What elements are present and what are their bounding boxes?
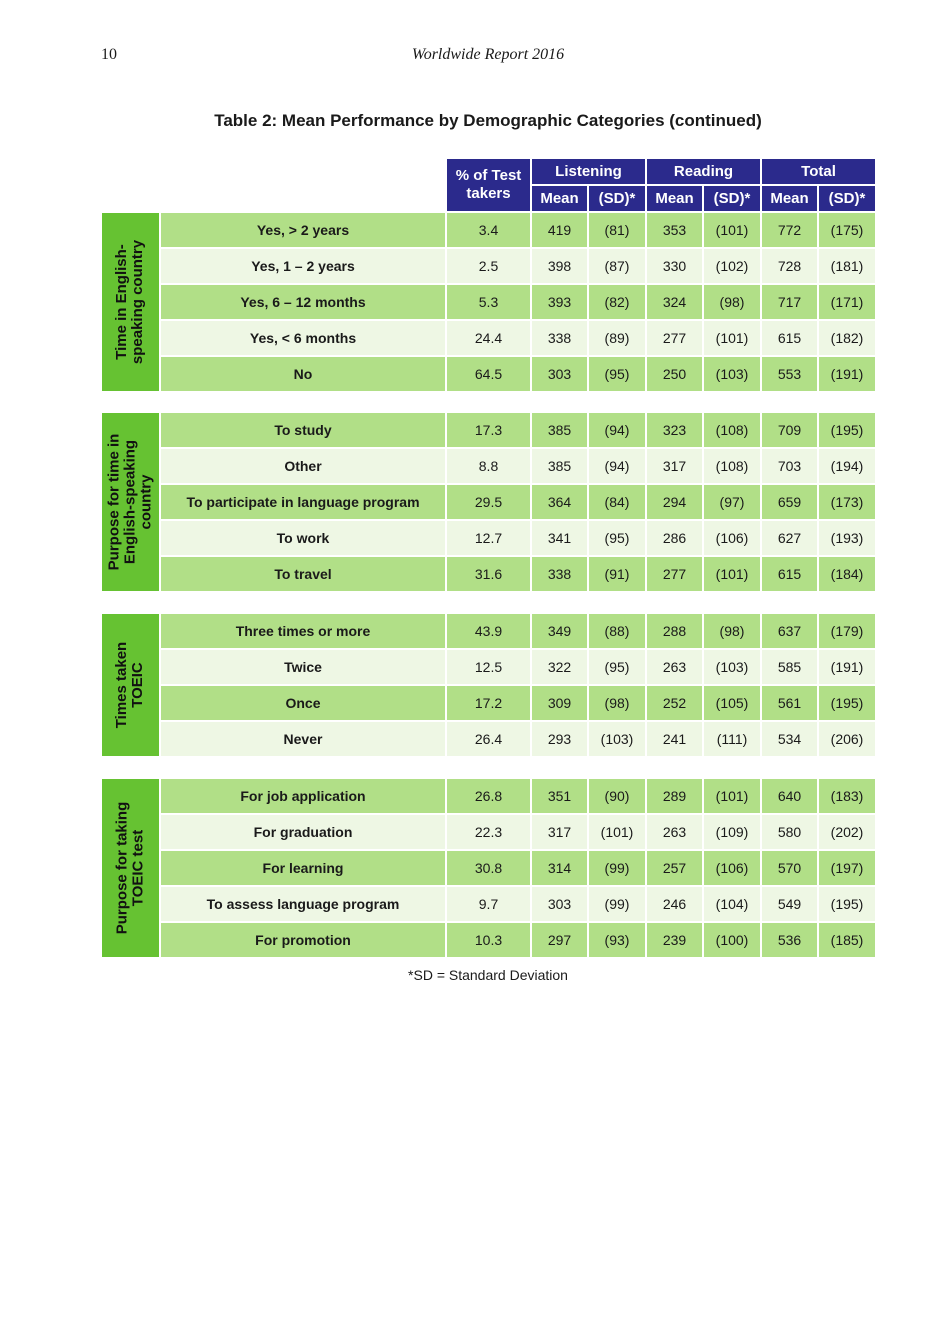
row-label: For graduation (161, 815, 445, 849)
cell-reading-mean: 317 (647, 449, 702, 483)
cell-reading-sd: (101) (704, 213, 760, 247)
cell-reading-sd: (106) (704, 521, 760, 555)
cell-reading-sd: (103) (704, 650, 760, 684)
cell-total-mean: 570 (762, 851, 817, 885)
row-label: Three times or more (161, 614, 445, 648)
cell-listening-sd: (81) (589, 213, 645, 247)
cell-total-mean: 615 (762, 557, 817, 591)
cell-total-sd: (202) (819, 815, 875, 849)
group-side-label (102, 213, 159, 391)
cell-listening-sd: (91) (589, 557, 645, 591)
page-number: 10 (101, 46, 117, 63)
table-row (161, 686, 876, 720)
cell-pct: 5.3 (447, 285, 530, 319)
cell-pct: 26.4 (447, 722, 530, 756)
cell-reading-mean: 323 (647, 413, 702, 447)
cell-total-mean: 534 (762, 722, 817, 756)
header-total: Total (762, 159, 875, 184)
cell-total-sd: (175) (819, 213, 875, 247)
table-row (161, 557, 876, 591)
cell-total-mean: 728 (762, 249, 817, 283)
cell-listening-mean: 419 (532, 213, 587, 247)
cell-reading-mean: 277 (647, 321, 702, 355)
cell-total-mean: 615 (762, 321, 817, 355)
cell-reading-sd: (103) (704, 357, 760, 391)
cell-total-mean: 659 (762, 485, 817, 519)
cell-total-mean: 580 (762, 815, 817, 849)
cell-reading-sd: (102) (704, 249, 760, 283)
cell-listening-mean: 293 (532, 722, 587, 756)
cell-total-sd: (194) (819, 449, 875, 483)
cell-listening-sd: (90) (589, 779, 645, 813)
cell-pct: 64.5 (447, 357, 530, 391)
cell-reading-sd: (104) (704, 887, 760, 921)
cell-listening-sd: (94) (589, 449, 645, 483)
cell-total-sd: (184) (819, 557, 875, 591)
cell-listening-mean: 349 (532, 614, 587, 648)
cell-total-sd: (183) (819, 779, 875, 813)
cell-total-sd: (193) (819, 521, 875, 555)
cell-total-mean: 536 (762, 923, 817, 957)
cell-total-sd: (181) (819, 249, 875, 283)
cell-reading-sd: (111) (704, 722, 760, 756)
cell-reading-mean: 241 (647, 722, 702, 756)
table-title: Table 2: Mean Performance by Demographic Categories (continued) (214, 111, 762, 130)
cell-pct: 24.4 (447, 321, 530, 355)
cell-listening-mean: 297 (532, 923, 587, 957)
cell-reading-mean: 263 (647, 815, 702, 849)
cell-reading-sd: (105) (704, 686, 760, 720)
cell-listening-sd: (87) (589, 249, 645, 283)
header-listening-mean: Mean (532, 186, 587, 211)
header-reading: Reading (647, 159, 760, 184)
cell-pct: 12.5 (447, 650, 530, 684)
cell-reading-mean: 257 (647, 851, 702, 885)
cell-reading-mean: 286 (647, 521, 702, 555)
cell-listening-sd: (103) (589, 722, 645, 756)
cell-reading-mean: 277 (647, 557, 702, 591)
cell-reading-sd: (108) (704, 449, 760, 483)
cell-reading-mean: 288 (647, 614, 702, 648)
cell-total-sd: (195) (819, 686, 875, 720)
cell-total-mean: 553 (762, 357, 817, 391)
cell-total-sd: (179) (819, 614, 875, 648)
header-listening: Listening (532, 159, 645, 184)
cell-pct: 31.6 (447, 557, 530, 591)
cell-pct: 17.3 (447, 413, 530, 447)
cell-listening-mean: 398 (532, 249, 587, 283)
table-row (161, 614, 876, 648)
cell-total-sd: (197) (819, 851, 875, 885)
row-label: To work (161, 521, 445, 555)
row-label: To participate in language program (161, 485, 445, 519)
cell-listening-sd: (98) (589, 686, 645, 720)
cell-reading-mean: 252 (647, 686, 702, 720)
row-label: Yes, > 2 years (161, 213, 445, 247)
group-side-label (102, 413, 159, 591)
cell-pct: 9.7 (447, 887, 530, 921)
cell-listening-mean: 314 (532, 851, 587, 885)
cell-listening-sd: (99) (589, 887, 645, 921)
table-row (161, 213, 876, 247)
row-label: Once (161, 686, 445, 720)
cell-pct: 30.8 (447, 851, 530, 885)
cell-reading-sd: (109) (704, 815, 760, 849)
cell-listening-mean: 341 (532, 521, 587, 555)
cell-listening-mean: 393 (532, 285, 587, 319)
cell-total-sd: (195) (819, 887, 875, 921)
cell-listening-mean: 364 (532, 485, 587, 519)
group-name: Time in English- speaking country (113, 239, 147, 365)
row-label: For job application (161, 779, 445, 813)
group-name: Times taken TOEIC (113, 641, 147, 729)
row-label: Yes, 6 – 12 months (161, 285, 445, 319)
cell-pct: 29.5 (447, 485, 530, 519)
cell-total-sd: (173) (819, 485, 875, 519)
table-row (161, 485, 876, 519)
table-row (161, 887, 876, 921)
row-label: Twice (161, 650, 445, 684)
table-row (161, 413, 876, 447)
row-label: To study (161, 413, 445, 447)
cell-pct: 10.3 (447, 923, 530, 957)
row-label: Yes, < 6 months (161, 321, 445, 355)
cell-total-sd: (171) (819, 285, 875, 319)
table-row (161, 779, 876, 813)
running-title: Worldwide Report 2016 (411, 46, 565, 63)
cell-reading-mean: 250 (647, 357, 702, 391)
row-label: Yes, 1 – 2 years (161, 249, 445, 283)
cell-reading-mean: 263 (647, 650, 702, 684)
cell-total-mean: 640 (762, 779, 817, 813)
group-name: Purpose for taking TOEIC test (113, 801, 147, 935)
cell-listening-sd: (84) (589, 485, 645, 519)
group-side-label (102, 779, 159, 957)
cell-listening-sd: (99) (589, 851, 645, 885)
table-row (161, 851, 876, 885)
cell-total-mean: 549 (762, 887, 817, 921)
cell-total-mean: 709 (762, 413, 817, 447)
table-row (161, 285, 876, 319)
cell-listening-mean: 322 (532, 650, 587, 684)
table-row (161, 449, 876, 483)
cell-listening-mean: 338 (532, 557, 587, 591)
table-row (161, 521, 876, 555)
group-side-label (102, 614, 159, 756)
cell-pct: 12.7 (447, 521, 530, 555)
header-listening-sd: (SD)* (589, 186, 645, 211)
cell-reading-mean: 294 (647, 485, 702, 519)
cell-reading-sd: (101) (704, 321, 760, 355)
cell-pct: 8.8 (447, 449, 530, 483)
cell-total-sd: (191) (819, 357, 875, 391)
row-label: For learning (161, 851, 445, 885)
cell-total-mean: 717 (762, 285, 817, 319)
cell-reading-mean: 353 (647, 213, 702, 247)
cell-listening-sd: (101) (589, 815, 645, 849)
cell-listening-sd: (93) (589, 923, 645, 957)
cell-total-mean: 585 (762, 650, 817, 684)
cell-listening-sd: (95) (589, 521, 645, 555)
table-row (161, 321, 876, 355)
cell-total-sd: (191) (819, 650, 875, 684)
table-row (161, 249, 876, 283)
cell-reading-mean: 330 (647, 249, 702, 283)
cell-pct: 26.8 (447, 779, 530, 813)
cell-listening-sd: (89) (589, 321, 645, 355)
cell-total-sd: (185) (819, 923, 875, 957)
table-row (161, 357, 876, 391)
cell-reading-sd: (101) (704, 557, 760, 591)
cell-pct: 3.4 (447, 213, 530, 247)
table-row (161, 923, 876, 957)
cell-pct: 17.2 (447, 686, 530, 720)
cell-listening-mean: 317 (532, 815, 587, 849)
cell-total-mean: 561 (762, 686, 817, 720)
table-row (161, 650, 876, 684)
cell-listening-mean: 385 (532, 449, 587, 483)
cell-listening-sd: (94) (589, 413, 645, 447)
cell-reading-sd: (106) (704, 851, 760, 885)
cell-reading-mean: 324 (647, 285, 702, 319)
cell-total-mean: 772 (762, 213, 817, 247)
cell-total-mean: 627 (762, 521, 817, 555)
cell-total-mean: 703 (762, 449, 817, 483)
cell-reading-sd: (108) (704, 413, 760, 447)
header-reading-sd: (SD)* (704, 186, 760, 211)
table-row (161, 815, 876, 849)
row-label: For promotion (161, 923, 445, 957)
cell-pct: 43.9 (447, 614, 530, 648)
cell-listening-mean: 309 (532, 686, 587, 720)
cell-pct: 22.3 (447, 815, 530, 849)
row-label: Never (161, 722, 445, 756)
cell-reading-mean: 289 (647, 779, 702, 813)
cell-reading-sd: (98) (704, 285, 760, 319)
cell-reading-sd: (97) (704, 485, 760, 519)
cell-total-sd: (195) (819, 413, 875, 447)
row-label: To travel (161, 557, 445, 591)
header-pct-takers: % of Test takers (447, 159, 530, 211)
cell-total-sd: (206) (819, 722, 875, 756)
cell-reading-mean: 239 (647, 923, 702, 957)
header-total-mean: Mean (762, 186, 817, 211)
cell-total-sd: (182) (819, 321, 875, 355)
group-name: Purpose for time in English-speaking country (105, 433, 155, 571)
cell-total-mean: 637 (762, 614, 817, 648)
row-label: Other (161, 449, 445, 483)
cell-reading-sd: (98) (704, 614, 760, 648)
cell-listening-mean: 303 (532, 887, 587, 921)
cell-listening-mean: 351 (532, 779, 587, 813)
cell-reading-sd: (100) (704, 923, 760, 957)
cell-listening-mean: 303 (532, 357, 587, 391)
cell-listening-sd: (82) (589, 285, 645, 319)
footnote: *SD = Standard Deviation (408, 967, 568, 983)
cell-listening-mean: 385 (532, 413, 587, 447)
cell-pct: 2.5 (447, 249, 530, 283)
cell-reading-sd: (101) (704, 779, 760, 813)
header-total-sd: (SD)* (819, 186, 875, 211)
cell-listening-sd: (95) (589, 357, 645, 391)
row-label: To assess language program (161, 887, 445, 921)
cell-listening-sd: (95) (589, 650, 645, 684)
table-row (161, 722, 876, 756)
cell-listening-sd: (88) (589, 614, 645, 648)
header-reading-mean: Mean (647, 186, 702, 211)
cell-listening-mean: 338 (532, 321, 587, 355)
cell-reading-mean: 246 (647, 887, 702, 921)
row-label: No (161, 357, 445, 391)
